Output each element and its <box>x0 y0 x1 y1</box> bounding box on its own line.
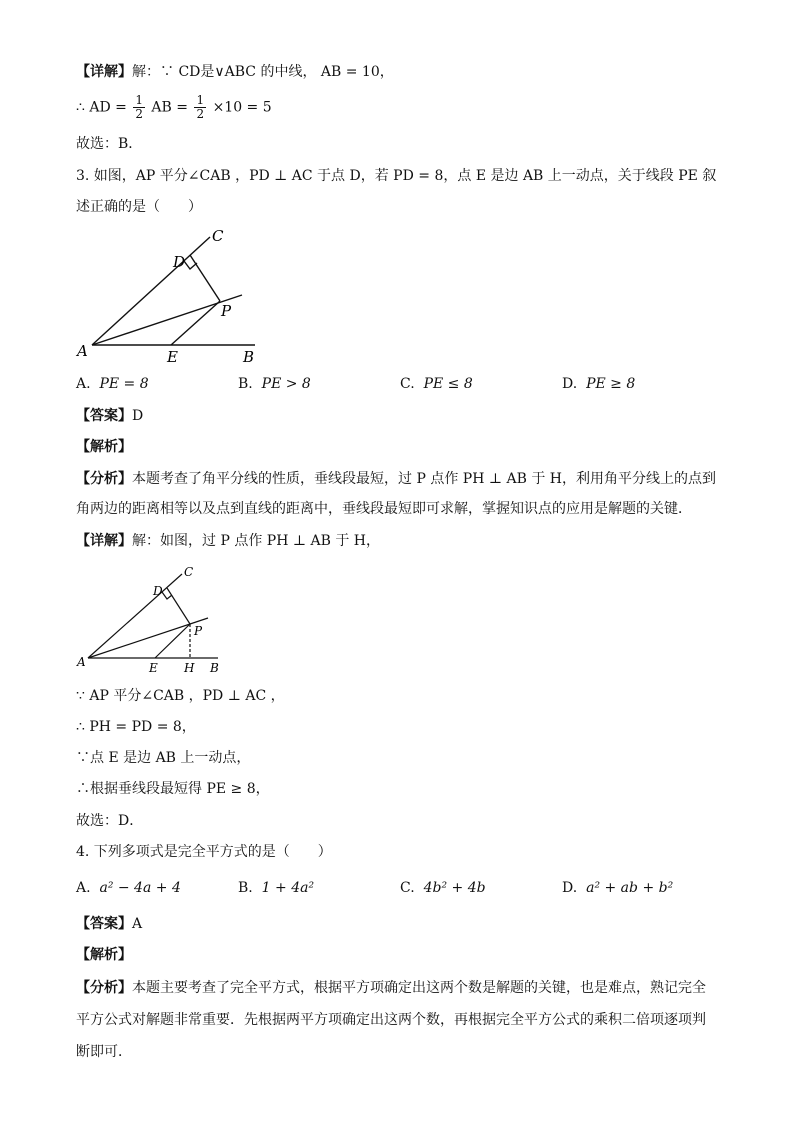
option-text: PE > 8 <box>261 376 311 392</box>
option-text: a² + ab + b² <box>586 880 674 896</box>
option-text: a² − 4a + 4 <box>99 880 181 896</box>
q2-detail-line <box>76 62 394 82</box>
frac-den: 2 <box>135 107 143 121</box>
q3-option-b <box>238 374 311 394</box>
label-a: A <box>77 655 86 669</box>
fenxi-text: 本题主要考查了完全平方式，根据平方项确定出这两个数是解题的关键，也是难点，熟记完全 <box>132 980 706 996</box>
q3-proof-line3: ∵点 E 是边 AB 上一动点， <box>76 750 251 766</box>
label-e: E <box>167 348 178 366</box>
answer-tag: 【答案】 <box>76 408 132 424</box>
fenxi-tag: 【分析】 <box>76 471 132 487</box>
option-letter: A. <box>76 880 91 896</box>
ad-tail: ×10 = 5 <box>212 99 272 116</box>
label-p: P <box>194 624 203 638</box>
answer-value: A <box>132 916 143 932</box>
q3-proof-line1: ∵ AP 平分∠CAB ，PD ⊥ AC ， <box>76 688 285 704</box>
segment-pd <box>190 255 220 301</box>
answer-value: D <box>132 408 144 424</box>
option-letter: B. <box>238 880 253 896</box>
q4-fenxi-line3: 断即可． <box>76 1044 132 1060</box>
frac-num: 1 <box>196 93 205 107</box>
option-text: 1 + 4a² <box>261 880 315 896</box>
label-b: B <box>243 348 255 366</box>
q3-fenxi-line2: 角两边的距离相等以及点到直线的距离中，垂线段最短即可求解，掌握知识点的应用是解题的关键． <box>76 501 692 517</box>
ray-ac <box>92 237 210 345</box>
q3-option-d <box>562 374 635 394</box>
option-text: 4b² + 4b <box>423 880 486 896</box>
label-b: B <box>210 661 219 675</box>
q4-answer <box>76 914 142 934</box>
q3-proof-line4: ∴根据垂线段最短得 PE ≥ 8， <box>76 781 270 797</box>
q4-option-b <box>238 878 314 898</box>
q3-figure-1 <box>70 222 270 367</box>
segment-pd <box>167 588 190 624</box>
segment-pe <box>171 301 220 345</box>
label-c: C <box>212 227 224 245</box>
option-letter: D. <box>562 880 578 896</box>
fraction-half-1 <box>133 94 145 121</box>
q3-stem-line1: 3. 如图，AP 平分∠CAB ，PD ⊥ AC 于点 D，若 PD = 8，点 E 是边 AB 上一动点，关于线段 PE 叙 <box>76 168 717 184</box>
q4-fenxi-line1 <box>76 978 706 998</box>
label-d: D <box>153 584 163 598</box>
q2-ad-line <box>76 94 272 121</box>
q4-analysis-tag: 【解析】 <box>76 947 132 963</box>
label-c: C <box>184 565 194 579</box>
detail-text: 解：如图，过 P 点作 PH ⊥ AB 于 H， <box>132 533 380 549</box>
ad-mid: AB = <box>151 99 189 116</box>
detail-text: 解：∵ CD是∨ABC 的中线， AB = 10， <box>132 64 394 80</box>
option-text: PE = 8 <box>99 376 149 392</box>
q3-proof-line5: 故选：D． <box>76 813 144 829</box>
q4-stem: 4. 下列多项式是完全平方式的是（ ） <box>76 844 332 860</box>
label-p: P <box>221 302 232 320</box>
option-text: PE ≤ 8 <box>423 376 473 392</box>
q3-proof-line2: ∴ PH = PD = 8， <box>76 719 196 735</box>
q4-option-d <box>562 878 673 898</box>
option-text: PE ≥ 8 <box>586 376 636 392</box>
option-letter: A. <box>76 376 91 392</box>
label-e: E <box>149 661 158 675</box>
detail-tag: 【详解】 <box>76 64 132 80</box>
q3-figure-2 <box>70 560 230 678</box>
ad-prefix: ∴ AD = <box>76 99 127 116</box>
label-h: H <box>184 661 195 675</box>
option-letter: C. <box>400 880 415 896</box>
ray-ap <box>92 295 242 345</box>
q3-stem-line2: 述正确的是（ ） <box>76 199 202 215</box>
q3-fenxi-line1 <box>76 469 716 489</box>
detail-tag: 【详解】 <box>76 533 132 549</box>
q4-option-c <box>400 878 486 898</box>
q3-analysis-tag: 【解析】 <box>76 439 132 455</box>
q4-fenxi-line2: 平方公式对解题非常重要．先根据两平方项确定出这两个数，再根据完全平方公式的乘积二倍项逐项判 <box>76 1012 706 1028</box>
answer-tag: 【答案】 <box>76 916 132 932</box>
q3-option-a <box>76 374 149 394</box>
label-d: D <box>173 253 186 271</box>
frac-num: 1 <box>135 93 143 107</box>
q3-option-c <box>400 374 473 394</box>
option-letter: D. <box>562 376 578 392</box>
q3-detail-line <box>76 531 380 551</box>
segment-pe <box>155 624 190 658</box>
q3-answer <box>76 406 143 426</box>
option-letter: B. <box>238 376 253 392</box>
frac-den: 2 <box>196 107 205 121</box>
fraction-half-2 <box>194 94 206 121</box>
option-letter: C. <box>400 376 415 392</box>
q4-option-a <box>76 878 181 898</box>
label-a: A <box>77 342 88 360</box>
fenxi-text: 本题考查了角平分线的性质，垂线段最短，过 P 点作 PH ⊥ AB 于 H，利用角平分线上的点到 <box>132 471 716 487</box>
q2-choice: 故选：B． <box>76 136 143 152</box>
fenxi-tag: 【分析】 <box>76 980 132 996</box>
